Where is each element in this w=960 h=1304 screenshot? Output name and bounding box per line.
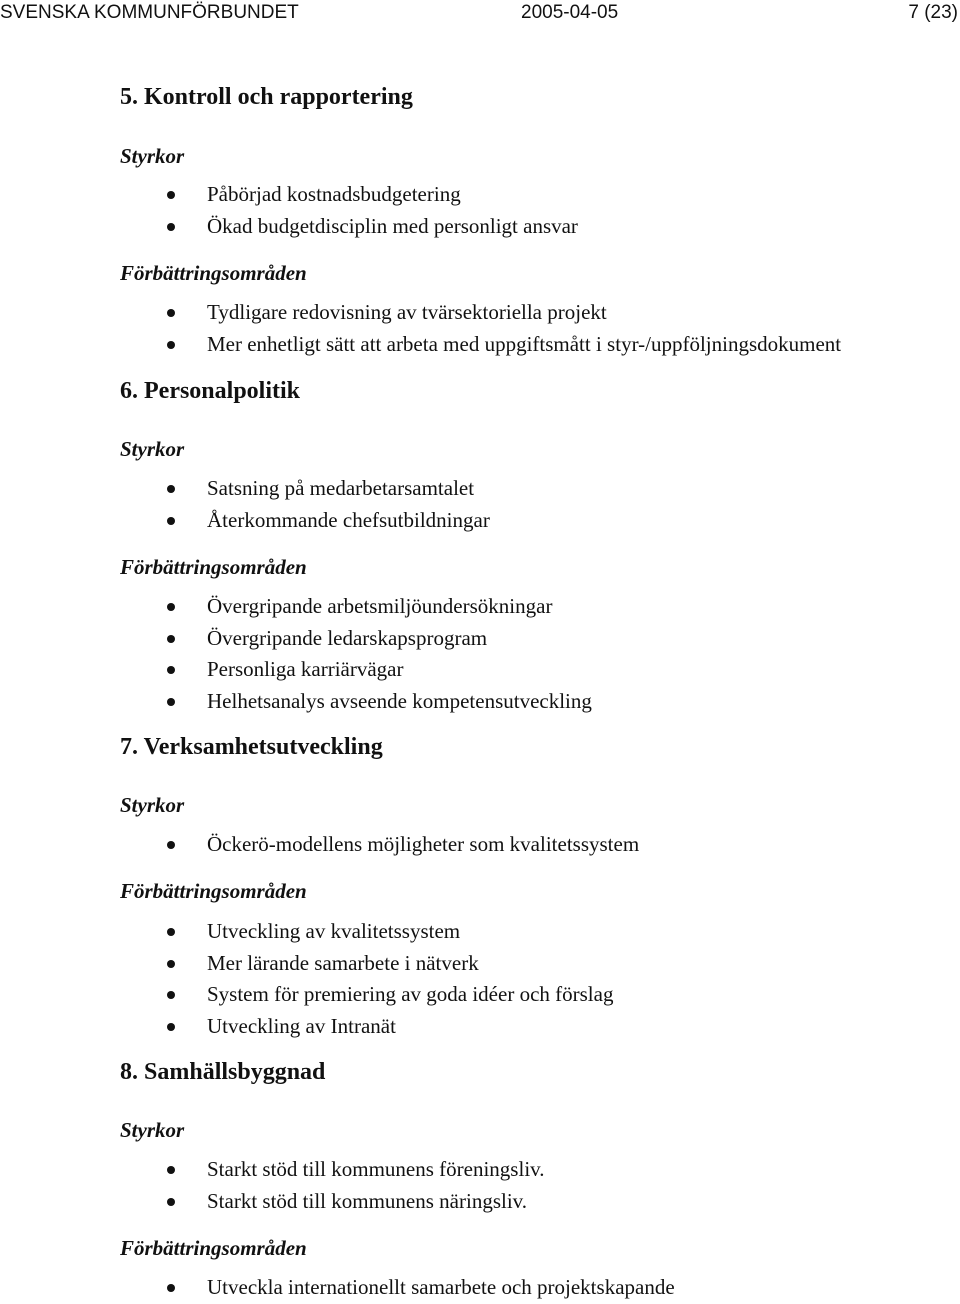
bullet-icon xyxy=(167,666,175,674)
list-item: Helhetsanalys avseende kompetensutveckling xyxy=(0,686,960,718)
bullet-icon xyxy=(167,341,175,349)
bullet-icon xyxy=(167,603,175,611)
bullet-icon xyxy=(167,191,175,199)
section-title: 6. Personalpolitik xyxy=(120,378,301,404)
strengths-list xyxy=(0,1154,960,1217)
improvements-heading: Förbättringsområden xyxy=(120,1236,307,1260)
improvements-heading: Förbättringsområden xyxy=(120,879,307,903)
page-header xyxy=(0,0,960,26)
strengths-heading: Styrkor xyxy=(120,1118,185,1142)
strengths-list xyxy=(0,179,960,242)
list-item: Påbörjad kostnadsbudgetering xyxy=(0,179,960,211)
list-item: Övergripande ledarskapsprogram xyxy=(0,623,960,655)
improvements-list xyxy=(0,916,960,1042)
list-item: Satsning på medarbetarsamtalet xyxy=(0,473,960,505)
improvements-heading: Förbättringsområden xyxy=(120,261,307,285)
bullet-icon xyxy=(167,223,175,231)
section-title: 5. Kontroll och rapportering xyxy=(120,84,413,110)
list-item: Återkommande chefsutbildningar xyxy=(0,505,960,537)
list-item: Utveckla internationellt samarbete och projektskapande xyxy=(0,1272,960,1304)
bullet-icon xyxy=(167,1166,175,1174)
list-item: Starkt stöd till kommunens föreningsliv. xyxy=(0,1154,960,1186)
bullet-icon xyxy=(167,960,175,968)
list-item: Tydligare redovisning av tvärsektoriella projekt xyxy=(0,297,960,329)
list-item: Utveckling av kvalitetssystem xyxy=(0,916,960,948)
list-item: Ökad budgetdisciplin med personligt ansvar xyxy=(0,211,960,243)
improvements-list xyxy=(0,297,960,360)
bullet-icon xyxy=(167,1023,175,1031)
list-item: Utveckling av Intranät xyxy=(0,1011,960,1043)
bullet-icon xyxy=(167,698,175,706)
bullet-icon xyxy=(167,517,175,525)
improvements-list xyxy=(0,591,960,717)
list-item: Mer lärande samarbete i nätverk xyxy=(0,948,960,980)
list-item: Mer enhetligt sätt att arbeta med uppgiftsmått i styr-/uppföljningsdokument xyxy=(0,329,960,361)
strengths-list xyxy=(0,473,960,536)
bullet-icon xyxy=(167,485,175,493)
header-organization: SVENSKA KOMMUNFÖRBUNDET xyxy=(0,2,299,23)
strengths-list xyxy=(0,829,960,861)
header-page-number: 7 (23) xyxy=(908,2,958,23)
improvements-list xyxy=(0,1272,960,1304)
section-title: 7. Verksamhetsutveckling xyxy=(120,734,383,760)
list-item: Övergripande arbetsmiljöundersökningar xyxy=(0,591,960,623)
bullet-icon xyxy=(167,991,175,999)
list-item: Starkt stöd till kommunens näringsliv. xyxy=(0,1186,960,1218)
bullet-icon xyxy=(167,928,175,936)
bullet-icon xyxy=(167,841,175,849)
improvements-heading: Förbättringsområden xyxy=(120,555,307,579)
strengths-heading: Styrkor xyxy=(120,144,185,168)
strengths-heading: Styrkor xyxy=(120,793,185,817)
bullet-icon xyxy=(167,309,175,317)
bullet-icon xyxy=(167,1284,175,1292)
list-item: Öckerö-modellens möjligheter som kvalitetssystem xyxy=(0,829,960,861)
section-title: 8. Samhällsbyggnad xyxy=(120,1059,326,1085)
list-item: System för premiering av goda idéer och förslag xyxy=(0,979,960,1011)
bullet-icon xyxy=(167,635,175,643)
strengths-heading: Styrkor xyxy=(120,437,185,461)
bullet-icon xyxy=(167,1198,175,1206)
list-item: Personliga karriärvägar xyxy=(0,654,960,686)
header-date: 2005-04-05 xyxy=(521,2,619,23)
